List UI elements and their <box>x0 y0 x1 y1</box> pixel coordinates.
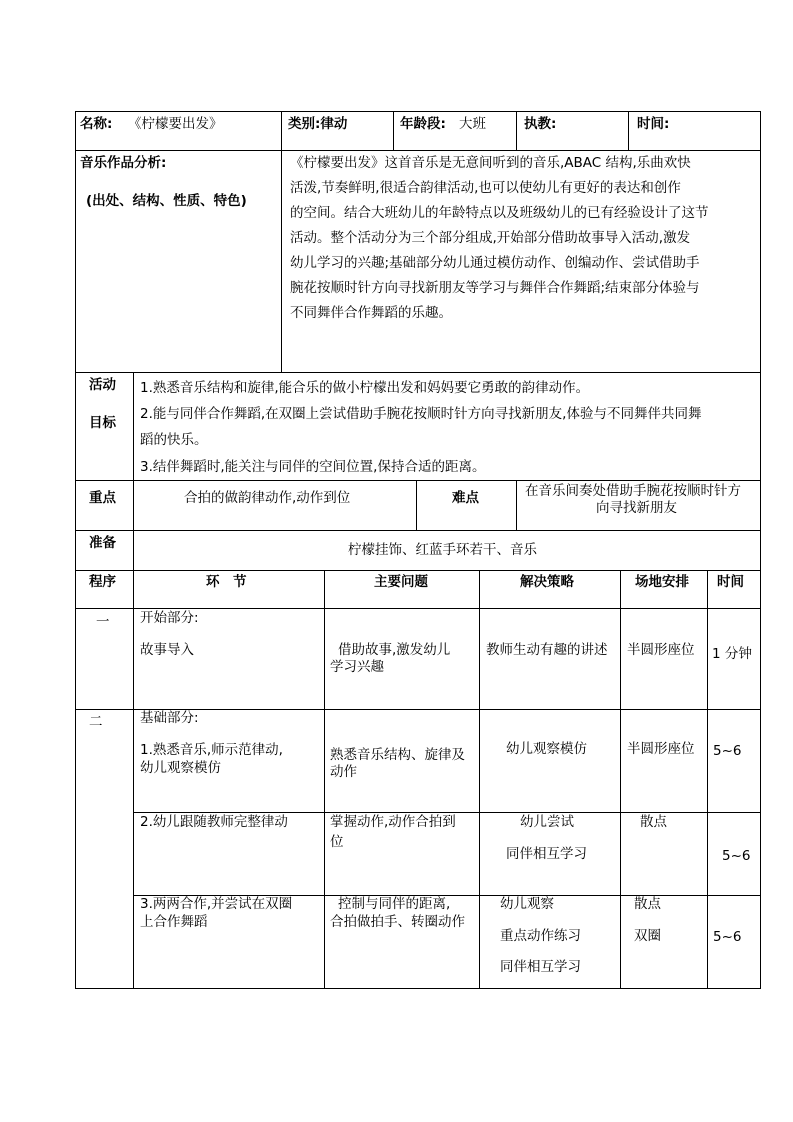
row-stage: 故事导入 <box>140 642 194 658</box>
age-value: 大班 <box>459 116 486 132</box>
goals-label: 活动 <box>89 377 116 393</box>
row-problem: 合拍做拍手、转圈动作 <box>330 914 465 930</box>
row-venue: 双圈 <box>634 928 661 944</box>
row-time: 1 分钟 <box>712 646 752 662</box>
analysis-line: 不同舞伴合作舞蹈的乐趣。 <box>290 305 452 321</box>
row-problem: 掌握动作,动作合拍到 <box>330 814 456 830</box>
row-problem: 熟悉音乐结构、旋律及 <box>330 747 465 763</box>
teacher-label: 执教: <box>524 116 557 132</box>
row-venue: 半圆形座位 <box>627 741 695 757</box>
row-time: 5~6 <box>713 743 742 759</box>
analysis-line: 《柠檬要出发》这首音乐是无意间听到的音乐,ABAC 结构,乐曲欢快 <box>290 155 691 171</box>
analysis-line: 腕花按顺时针方向寻找新朋友等学习与舞伴合作舞蹈;结束部分体验与 <box>290 280 700 296</box>
col-venue: 场地安排 <box>635 574 689 590</box>
row-strategy: 同伴相互学习 <box>500 959 581 975</box>
row-stage-title: 基础部分: <box>140 710 199 726</box>
col-stage: 环 节 <box>206 574 247 590</box>
row-procedure: 一 <box>96 614 110 630</box>
time-label: 时间: <box>637 116 670 132</box>
row-stage: 3.两两合作,并尝试在双圈 <box>140 896 293 912</box>
difficulty-line: 向寻找新朋友 <box>596 500 677 516</box>
key-label: 重点 <box>89 490 116 506</box>
prep-label: 准备 <box>89 535 116 551</box>
col-procedure: 程序 <box>89 574 116 590</box>
row-stage: 1.熟悉音乐,师示范律动, <box>140 742 283 758</box>
age-label: 年龄段: <box>400 116 446 132</box>
row-venue: 半圆形座位 <box>627 642 695 658</box>
goal-line: 蹈的快乐。 <box>140 432 208 448</box>
row-problem: 学习兴趣 <box>330 659 384 675</box>
row-stage: 2.幼儿跟随教师完整律动 <box>140 814 288 830</box>
row-strategy: 幼儿尝试 <box>520 814 574 830</box>
goal-line: 1.熟悉音乐结构和旋律,能合乐的做小柠檬出发和妈妈要它勇敢的韵律动作。 <box>140 380 590 396</box>
row-time: 5~6 <box>722 848 751 864</box>
cell-analysis-label <box>75 150 282 373</box>
row-strategy: 幼儿观察模仿 <box>506 741 587 757</box>
col-problem: 主要问题 <box>374 574 428 590</box>
col-strategy: 解决策略 <box>520 574 574 590</box>
prep-value: 柠檬挂饰、红蓝手环若干、音乐 <box>348 542 537 558</box>
analysis-line: 幼儿学习的兴趣;基础部分幼儿通过模仿动作、创编动作、尝试借助手 <box>290 255 700 271</box>
goals-label: 目标 <box>89 415 116 431</box>
key-value: 合拍的做韵律动作,动作到位 <box>184 490 351 506</box>
analysis-line: 的空间。结合大班幼儿的年龄特点以及班级幼儿的已有经验设计了这节 <box>290 205 709 221</box>
row-strategy: 重点动作练习 <box>500 928 581 944</box>
row-stage-title: 开始部分: <box>140 610 199 626</box>
goal-line: 3.结伴舞蹈时,能关注与同伴的空间位置,保持合适的距离。 <box>140 459 486 475</box>
goal-line: 2.能与同伴合作舞蹈,在双圈上尝试借助手腕花按顺时针方向寻找新朋友,体验与不同舞伴共同舞 <box>140 406 702 422</box>
row-strategy: 幼儿观察 <box>500 896 554 912</box>
row-venue: 散点 <box>634 896 661 912</box>
row-stage: 幼儿观察模仿 <box>140 760 221 776</box>
row-stage: 上合作舞蹈 <box>140 914 208 930</box>
difficulty-line: 在音乐间奏处借助手腕花按顺时针方 <box>525 483 741 499</box>
analysis-sublabel: (出处、结构、性质、特色) <box>86 193 247 209</box>
row-procedure: 二 <box>89 714 103 730</box>
row-strategy: 同伴相互学习 <box>506 846 587 862</box>
analysis-label: 音乐作品分析: <box>80 155 167 171</box>
difficulty-label: 难点 <box>452 490 479 506</box>
row-venue: 散点 <box>640 814 667 830</box>
col-time: 时间 <box>717 574 744 590</box>
row-strategy: 教师生动有趣的讲述 <box>486 642 608 658</box>
name-label: 名称: <box>80 116 113 132</box>
category-text: 类别:律动 <box>288 116 348 132</box>
analysis-line: 活动。整个活动分为三个部分组成,开始部分借助故事导入活动,激发 <box>290 230 691 246</box>
analysis-line: 活泼,节奏鲜明,很适合韵律活动,也可以使幼儿有更好的表达和创作 <box>290 180 681 196</box>
row-problem: 动作 <box>330 764 357 780</box>
name-value: 《柠檬要出发》 <box>128 116 223 132</box>
row-problem: 位 <box>330 834 344 850</box>
row-problem: 借助故事,激发幼儿 <box>338 642 451 658</box>
row-time: 5~6 <box>713 929 742 945</box>
row-problem: 控制与同伴的距离, <box>338 896 451 912</box>
